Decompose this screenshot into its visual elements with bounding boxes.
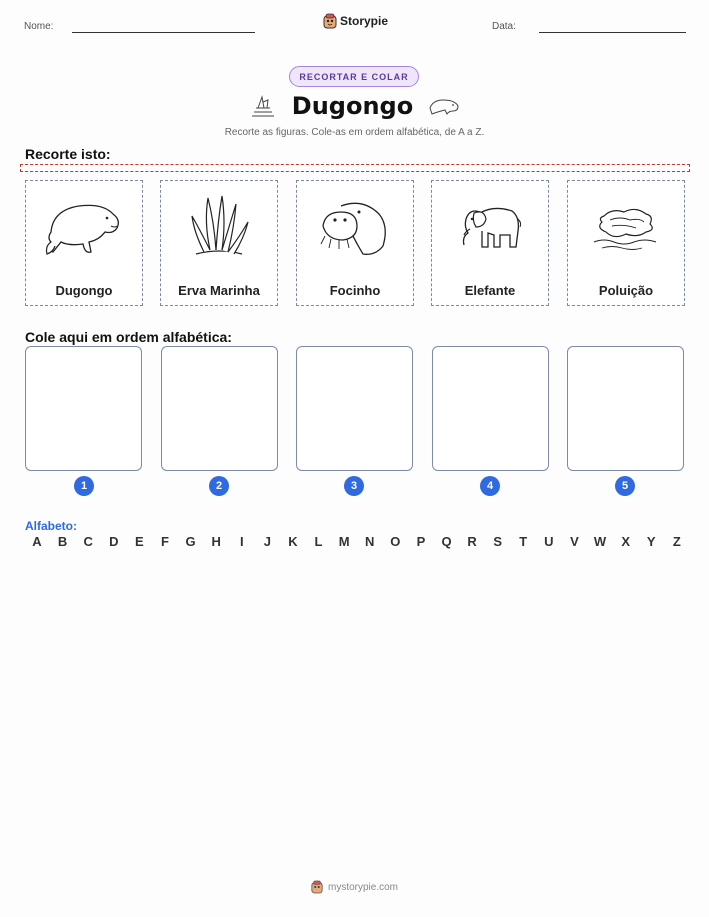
brand-name: Storypie	[340, 14, 389, 28]
order-number-2: 2	[209, 476, 229, 496]
alphabet-letter: H	[211, 534, 221, 549]
alphabet-letter: B	[57, 534, 68, 549]
cut-card-erva-marinha[interactable]	[160, 180, 278, 306]
card-word: Poluição	[598, 283, 654, 298]
footer	[0, 880, 709, 894]
instructions: Recorte as figuras. Cole-as em ordem alfabética, de A a Z.	[224, 127, 485, 138]
alphabet-letter: T	[519, 534, 528, 549]
cut-card-dugongo[interactable]	[25, 180, 143, 306]
alphabet-letter: L	[314, 534, 323, 549]
paste-box-2[interactable]	[161, 346, 278, 471]
date-label: Data:	[492, 21, 516, 32]
alphabet-letter: A	[32, 534, 42, 549]
name-field[interactable]	[72, 32, 255, 33]
paste-box-1[interactable]	[25, 346, 142, 471]
dugong-decor-icon	[427, 94, 461, 118]
paste-box-4[interactable]	[432, 346, 549, 471]
alphabet-letter: M	[338, 534, 350, 549]
brand-logo	[323, 13, 388, 29]
elephant-icon	[454, 197, 526, 257]
activity-badge: RECORTAR E COLAR	[289, 66, 419, 87]
alphabet-letter: K	[288, 534, 298, 549]
cut-section-label: Recorte isto:	[25, 146, 111, 162]
pollution-icon	[590, 202, 662, 252]
seagrass-decor-icon	[248, 94, 278, 118]
mascot-icon	[311, 880, 323, 894]
alphabet-letter: Y	[646, 534, 656, 549]
card-word: Elefante	[464, 283, 516, 298]
name-label: Nome:	[24, 21, 54, 32]
order-number-3: 3	[344, 476, 364, 496]
alphabet-row	[27, 534, 687, 549]
alphabet-letter: I	[239, 534, 244, 549]
order-number-5: 5	[615, 476, 635, 496]
alphabet-letter: R	[467, 534, 477, 549]
worksheet-header	[0, 0, 709, 50]
alphabet-letter: W	[593, 534, 607, 549]
alphabet-letter: X	[621, 534, 630, 549]
alphabet-letter: C	[83, 534, 93, 549]
alphabet-letter: D	[109, 534, 119, 549]
alphabet-letter: S	[493, 534, 503, 549]
cut-line	[20, 164, 690, 172]
paste-box-5[interactable]	[567, 346, 684, 471]
alphabet-letter: E	[135, 534, 144, 549]
cut-card-elefante[interactable]	[431, 180, 549, 306]
mascot-icon	[323, 13, 337, 29]
alphabet-letter: V	[570, 534, 579, 549]
order-number-4: 4	[480, 476, 500, 496]
alphabet-letter: N	[365, 534, 375, 549]
card-word: Dugongo	[55, 283, 113, 298]
cut-card-focinho[interactable]	[296, 180, 414, 306]
alphabet-letter: G	[185, 534, 196, 549]
alphabet-letter: O	[390, 534, 401, 549]
alphabet-letter: J	[263, 534, 271, 549]
seagrass-icon	[184, 192, 254, 262]
alphabet-letter: Q	[441, 534, 452, 549]
cut-card-poluicao[interactable]	[567, 180, 685, 306]
paste-section-label: Cole aqui em ordem alfabética:	[25, 329, 232, 345]
card-word: Focinho	[329, 283, 381, 298]
order-number-1: 1	[74, 476, 94, 496]
page-title: Dugongo	[291, 92, 414, 120]
dugong-icon	[45, 194, 123, 260]
alphabet-letter: U	[544, 534, 554, 549]
alphabet-letter: P	[416, 534, 426, 549]
snout-icon	[313, 192, 397, 262]
alphabet-label: Alfabeto:	[25, 519, 77, 533]
title-row	[0, 92, 709, 120]
alphabet-letter: Z	[672, 534, 681, 549]
card-word: Erva Marinha	[178, 283, 260, 298]
footer-site: mystorypie.com	[327, 881, 398, 893]
date-field[interactable]	[539, 32, 686, 33]
alphabet-letter: F	[160, 534, 169, 549]
paste-box-3[interactable]	[296, 346, 413, 471]
